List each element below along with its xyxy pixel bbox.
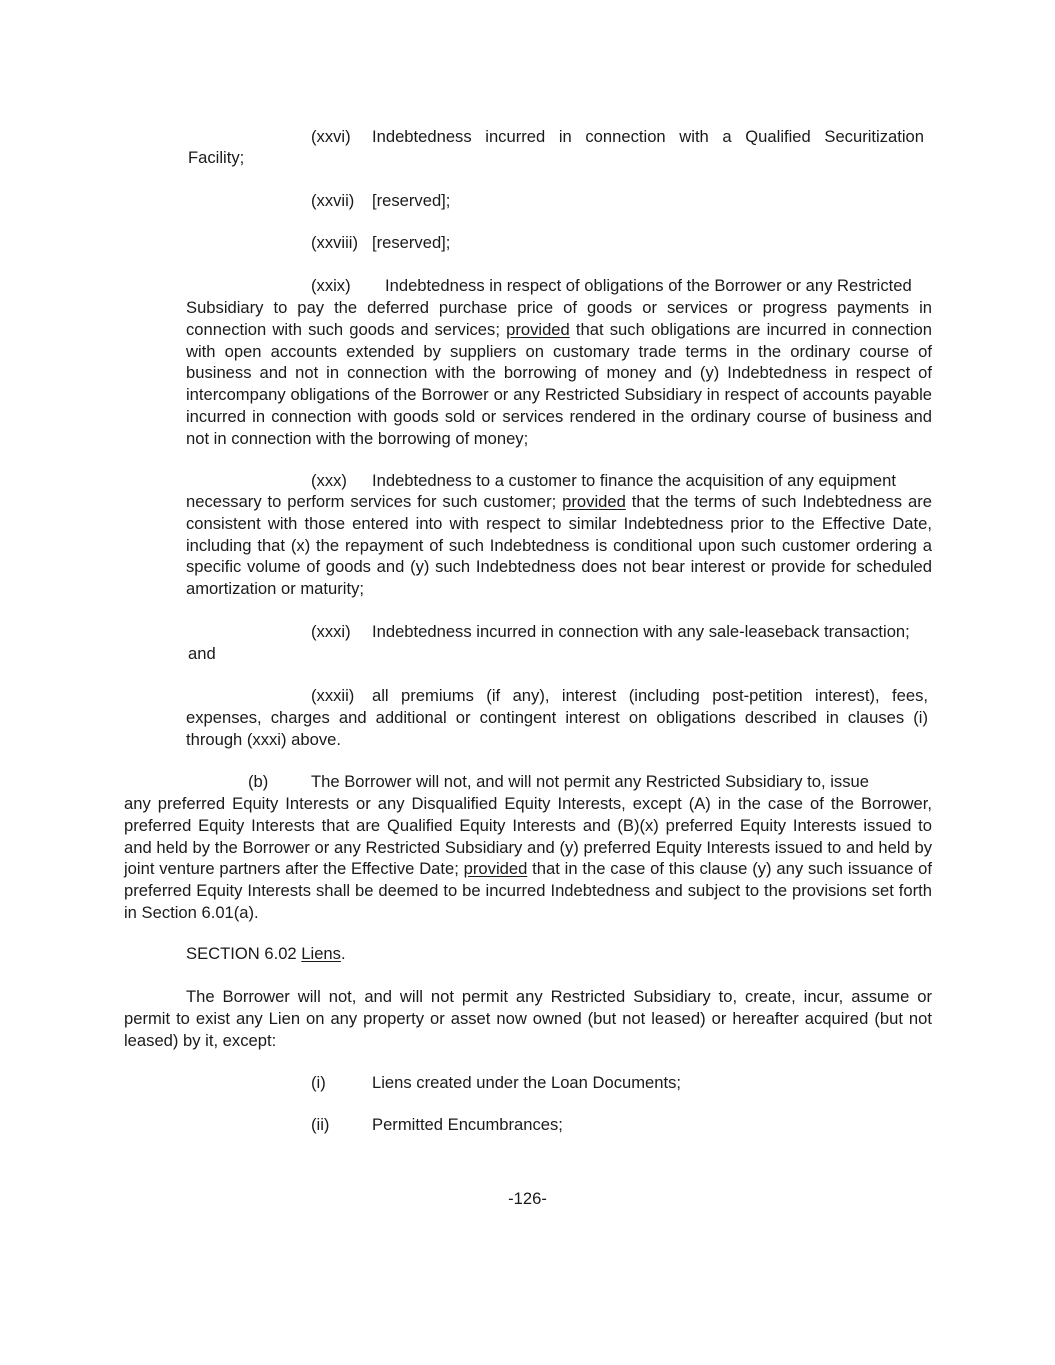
clause-number: (xxvii) <box>311 191 355 210</box>
clause-body-text: necessary to perform services for such customer; <box>186 492 563 511</box>
paragraph-body <box>124 793 932 924</box>
clause-number: (xxvi) <box>311 127 351 146</box>
lien-number: (i) <box>311 1073 326 1092</box>
provided-term: provided <box>506 319 570 339</box>
clause-first-line: Indebtedness in respect of obligations of the Borrower or any Restricted <box>385 276 912 295</box>
clause-first-line: Indebtedness to a customer to finance the acquisition of any equipment <box>372 471 896 490</box>
clause-body <box>186 491 932 600</box>
paragraph-first-line: The Borrower will not, and will not permit any Restricted Subsidiary to, create, incur, assume or <box>186 987 932 1006</box>
clause-text: Indebtedness incurred in connection with any sale-leaseback transaction; <box>372 622 910 641</box>
clause-body-text: that such obligations are incurred in connection with open accounts extended by suppliers on customary trade terms in the ordinary course of business and not in connection with the borrowing of money and (y) Indebtedness in respect of intercompany obligations of the Borrower or any Restricted Subsidiary in respect of accounts payable incurred in connection with goods sold or services rendered in the ordinary course of business and not in connection with the borrowing of money; <box>186 319 933 448</box>
clause-number: (xxviii) <box>311 233 359 252</box>
paragraph-body: permit to exist any Lien on any property or asset now owned (but not leased) or hereafter acquired (but not leased) by it, except: <box>124 1009 932 1050</box>
paragraph-body-text: that in the case of this clause (y) any such issuance of preferred Equity Interests shall be deemed to be incurred Indebtedness and subject to the provisions set forth in Section 6.01(a). <box>124 859 932 922</box>
provided-term: provided <box>562 492 626 511</box>
page-number: -126- <box>508 1189 547 1208</box>
section-suffix: . <box>340 944 346 963</box>
clause-text: [reserved]; <box>372 233 451 252</box>
section-title: Liens <box>301 944 341 963</box>
clause-body: expenses, charges and additional or contingent interest on obligations described in clauses (i) through (xxxi) above. <box>186 708 928 749</box>
clause-number: (xxix) <box>311 276 351 295</box>
clause-continuation: and <box>188 644 216 663</box>
lien-text: Liens created under the Loan Documents; <box>372 1073 682 1092</box>
section-prefix: SECTION 6.02 <box>186 944 302 963</box>
paragraph-body-text: any preferred Equity Interests or any Disqualified Equity Interests, except (A) in the case of the Borrower, preferred Equity Interests that are Qualified Equity Interests and (B)(x) preferred Equity Interests issued to and held by the Borrower or any Restricted Subsidiary and (y) preferred Equity Interests issued to and held by joint venture partners after the Effective Date; <box>124 794 932 879</box>
clause-body-text: Subsidiary to pay the deferred purchase price of goods or services or progress payments in connection with such goods and services; <box>186 298 932 339</box>
clause-continuation: Facility; <box>188 148 245 167</box>
lien-text: Permitted Encumbrances; <box>372 1115 563 1134</box>
clause-body-text: that the terms of such Indebtedness are consistent with those entered into with respect to similar Indebtedness prior to the Effective Date, including that (x) the repayment of such Indebtedness is conditional upon such customer ordering a specific volume of goods and (y) such Indebtedness does not bear interest or provide for scheduled amortization or maturity; <box>186 492 932 599</box>
clause-text: [reserved]; <box>372 191 451 210</box>
paragraph-number: (b) <box>248 772 269 791</box>
lien-number: (ii) <box>311 1115 330 1134</box>
clause-body <box>186 297 932 450</box>
clause-text: Indebtedness incurred in connection with a Qualified Securitization <box>372 127 924 146</box>
section-heading <box>186 943 346 965</box>
provided-term: provided <box>463 859 528 879</box>
clause-number: (xxx) <box>311 471 347 490</box>
paragraph-first-line: The Borrower will not, and will not permit any Restricted Subsidiary to, issue <box>311 772 869 791</box>
clause-first-line: all premiums (if any), interest (including post-petition interest), fees, <box>372 686 928 705</box>
clause-number: (xxxii) <box>311 686 355 705</box>
clause-number: (xxxi) <box>311 622 351 641</box>
